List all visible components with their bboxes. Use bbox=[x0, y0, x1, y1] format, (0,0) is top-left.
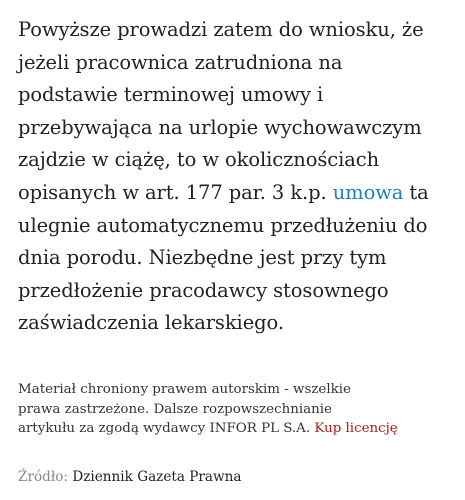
copyright-line: prawa zastrzeżone. Dalsze rozpowszechnianie bbox=[18, 401, 332, 417]
copyright-line-with-link bbox=[18, 419, 463, 439]
source-label: Źródło: bbox=[18, 469, 69, 485]
article-line: ulegnie automatycznemu przedłużeniu do bbox=[18, 213, 428, 237]
article-line: Powyższe prowadzi zatem do wniosku, że bbox=[18, 18, 424, 41]
article-paragraph bbox=[18, 14, 458, 340]
copyright-line: Materiał chroniony prawem autorskim - wszelkie bbox=[18, 382, 351, 397]
article-line: dnia porodu. Niezbędne jest przy tym bbox=[18, 246, 387, 270]
article-line: przedłożenie pracodawcy stosownego bbox=[18, 278, 389, 302]
article-line: podstawie terminowej umowy i bbox=[18, 83, 324, 107]
article-line: zaświadczenia lekarskiego. bbox=[18, 311, 284, 335]
copyright-line-text: artykułu za zgodą wydawcy INFOR PL S.A. bbox=[18, 421, 315, 437]
copyright-notice bbox=[18, 380, 463, 439]
buy-license-link[interactable]: Kup licencję bbox=[314, 421, 398, 437]
article-line-text: opisanych w art. 177 par. 3 k.p. bbox=[18, 180, 333, 204]
umowa-link[interactable]: umowa bbox=[332, 180, 404, 204]
article-line-with-link bbox=[18, 177, 458, 210]
article-line: jeżeli pracownica zatrudniona na bbox=[18, 50, 343, 74]
article-line: zajdzie w ciążę, to w okolicznościach bbox=[18, 148, 380, 172]
source-name: Dziennik Gazeta Prawna bbox=[72, 469, 242, 485]
article-line: przebywająca na urlopie wychowawczym bbox=[18, 115, 422, 139]
source-credit bbox=[18, 467, 242, 487]
article-line-text: ta bbox=[403, 180, 429, 204]
